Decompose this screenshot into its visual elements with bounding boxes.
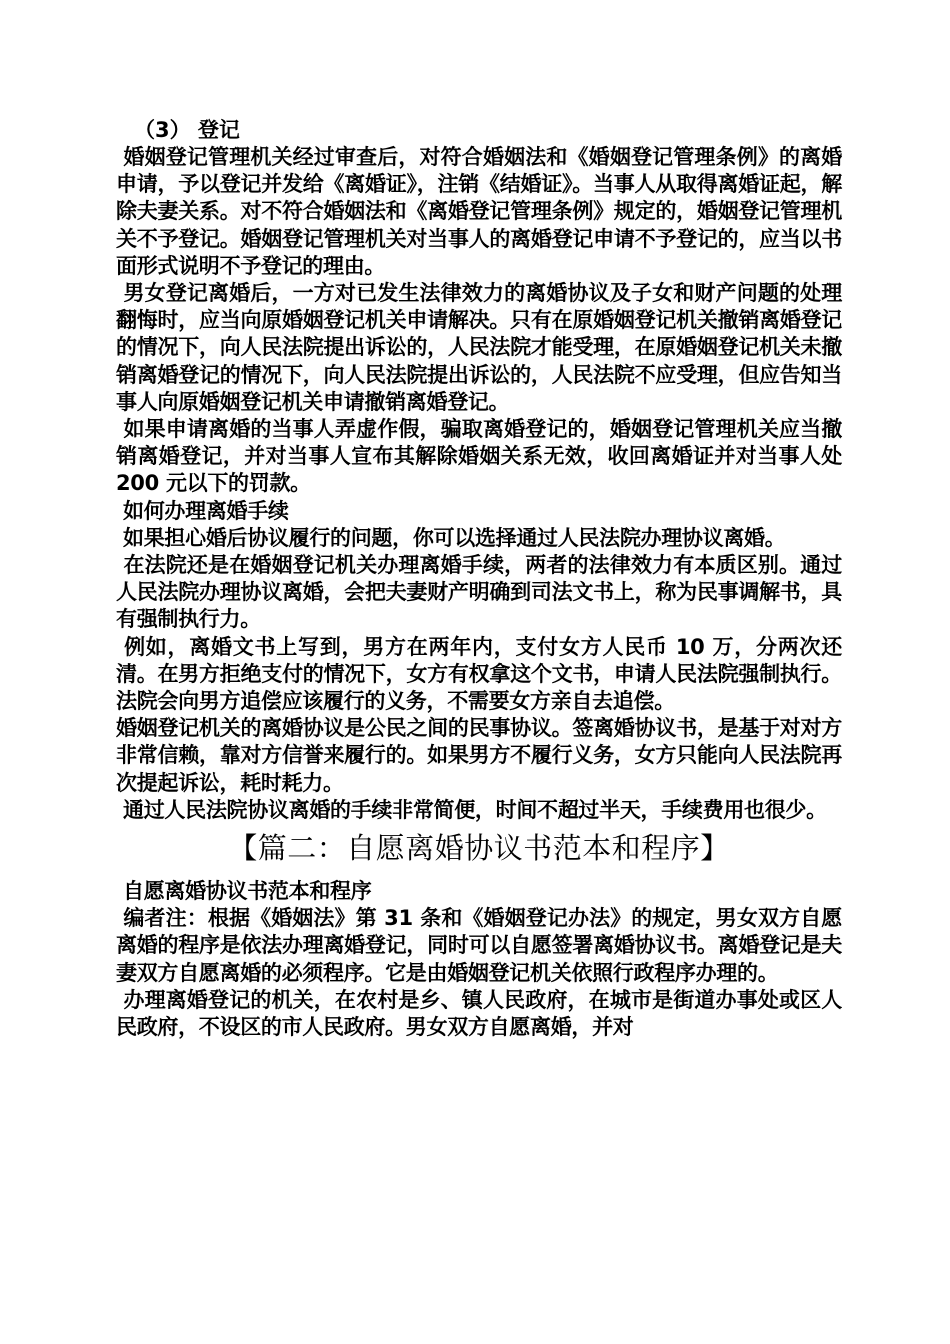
paragraph-example: 例如，离婚文书上写到，男方在两年内，支付女方人民币 10 万，分两次还清。在男方拒绝支付的情况下，女方有权拿这个文书，申请人民法院强制执行。法院会向男方追偿应该履行的义务，不需要女方亲自去追偿。 [116, 634, 842, 714]
paragraph-regret-after-divorce: 男女登记离婚后，一方对已发生法律效力的离婚协议及子女和财产问题的处理翻悔时，应当向原婚姻登记机关申请解决。只有在原婚姻登记机关撤销离婚登记的情况下，向人民法院提出诉讼的，人民法院才能受理，在原婚姻登记机关未撤销离婚登记的情况下，向人民法院提出诉讼的，人民法院不应受理，但应告知当事人向原婚姻登记机关申请撤销离婚登记。 [116, 281, 842, 414]
paragraph-editor-note: 编者注：根据《婚姻法》第 31 条和《婚姻登记办法》的规定，男女双方自愿离婚的程序是依法办理离婚登记，同时可以自愿签署离婚协议书。离婚登记是夫妻双方自愿离婚的必须程序。它是由婚姻登记机关依照行政程序办理的。 [116, 906, 842, 985]
document-page [116, 117, 850, 1041]
subheading-how-to-divorce: 如何办理离婚手续 [116, 498, 289, 523]
paragraph-registration-authority: 办理离婚登记的机关，在农村是乡、镇人民政府，在城市是街道办事处或区人民政府，不设区的市人民政府。男女双方自愿离婚，并对 [116, 987, 842, 1040]
paragraph-legal-effect-difference: 在法院还是在婚姻登记机关办理离婚手续，两者的法律效力有本质区别。通过人民法院办理协议离婚，会把夫妻财产明确到司法文书上，称为民事调解书，具有强制执行力。 [116, 553, 842, 632]
section-title: 【篇二：自愿离婚协议书范本和程序】 [228, 831, 730, 866]
paragraph-court-option: 如果担心婚后协议履行的问题，你可以选择通过人民法院办理协议离婚。 [116, 525, 786, 550]
paragraph-registration-review: 婚姻登记管理机关经过审查后，对符合婚姻法和《婚姻登记管理条例》的离婚申请，予以登记并发给《离婚证》，注销《结婚证》。当事人从取得离婚证起，解除夫妻关系。对不符合婚姻法和《离婚登记管理条例》规定的，婚姻登记管理机关不予登记。婚姻登记管理机关对当事人的离婚登记申请不予登记的，应当以书面形式说明不予登记的理由。 [116, 145, 842, 278]
paragraph-civil-agreement: 婚姻登记机关的离婚协议是公民之间的民事协议。签离婚协议书，是基于对对方非常信赖，靠对方信誉来履行的。如果男方不履行义务，女方只能向人民法院再次提起诉讼，耗时耗力。 [116, 716, 842, 795]
paragraph-court-simple-procedure: 通过人民法院协议离婚的手续非常简便，时间不超过半天，手续费用也很少。 [116, 797, 827, 822]
heading-register: （3） 登记 [134, 118, 240, 142]
subheading-agreement-template: 自愿离婚协议书范本和程序 [116, 879, 372, 904]
paragraph-fraud-penalty: 如果申请离婚的当事人弄虚作假，骗取离婚登记的，婚姻登记管理机关应当撤销离婚登记，并对当事人宣布其解除婚姻关系无效，收回离婚证并对当事人处 200 元以下的罚款。 [116, 417, 850, 496]
